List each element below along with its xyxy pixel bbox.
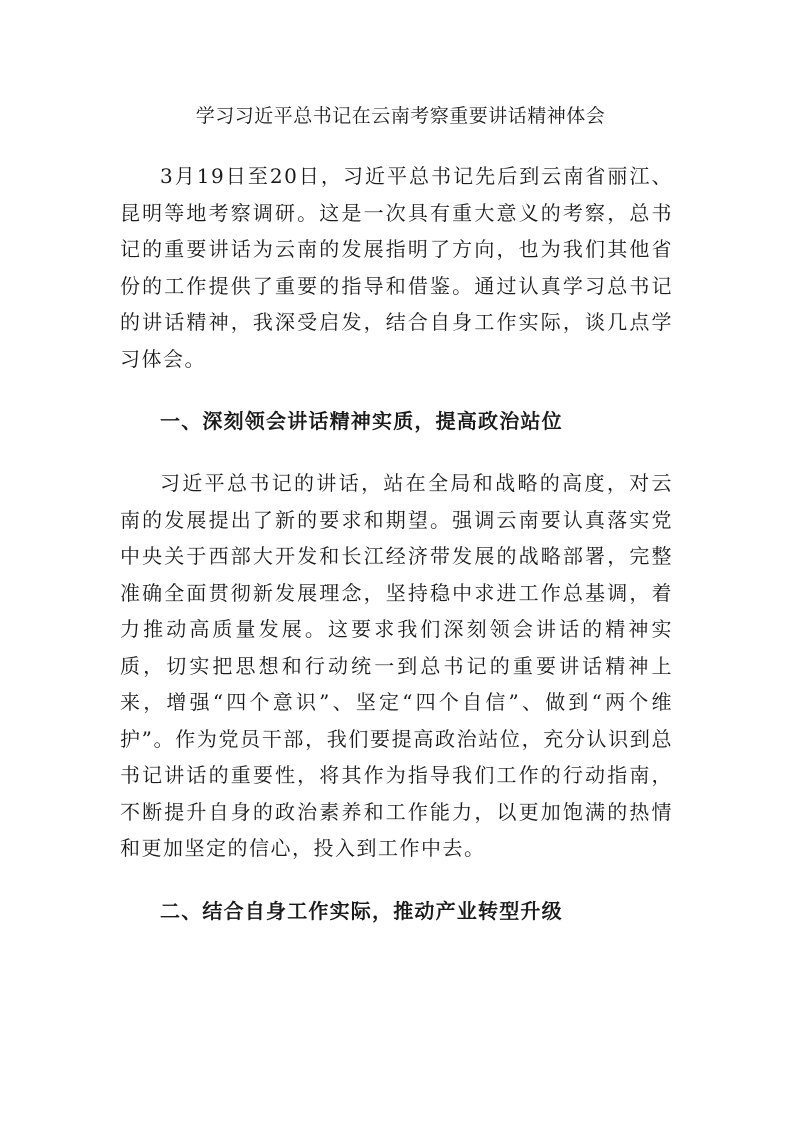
intro-paragraph: 3月19日至20日，习近平总书记先后到云南省丽江、昆明等地考察调研。这是一次具有重大意义的考察，总书记的重要讲话为云南的发展指明了方向，也为我们其他省份的工作提供了重要的指导和借鉴。通过认真学习总书记的讲话精神，我深受启发，结合自身工作实际，谈几点学习体会。	[120, 164, 673, 371]
section-2-heading: 二、结合自身工作实际，推动产业转型升级	[160, 898, 563, 923]
document-title: 学习习近平总书记在云南考察重要讲话精神体会	[195, 105, 606, 127]
section-1-paragraph: 习近平总书记的讲话，站在全局和战略的高度，对云南的发展提出了新的要求和期望。强调云南要认真落实党中央关于西部大开发和长江经济带发展的战略部署，完整准确全面贯彻新发展理念，坚持稳中求进工作总基调，着力推动高质量发展。这要求我们深刻领会讲话的精神实质，切实把思想和行动统一到总书记的重要讲话精神上来，增强“四个意识”、坚定“四个自信”、做到“两个维护”。作为党员干部，我们要提高政治站位，充分认识到总书记讲话的重要性，将其作为指导我们工作的行动指南，不断提升自身的政治素养和工作能力，以更加饱满的热情和更加坚定的信心，投入到工作中去。	[120, 471, 673, 860]
section-1-heading: 一、深刻领会讲话精神实质，提高政治站位	[160, 409, 563, 433]
